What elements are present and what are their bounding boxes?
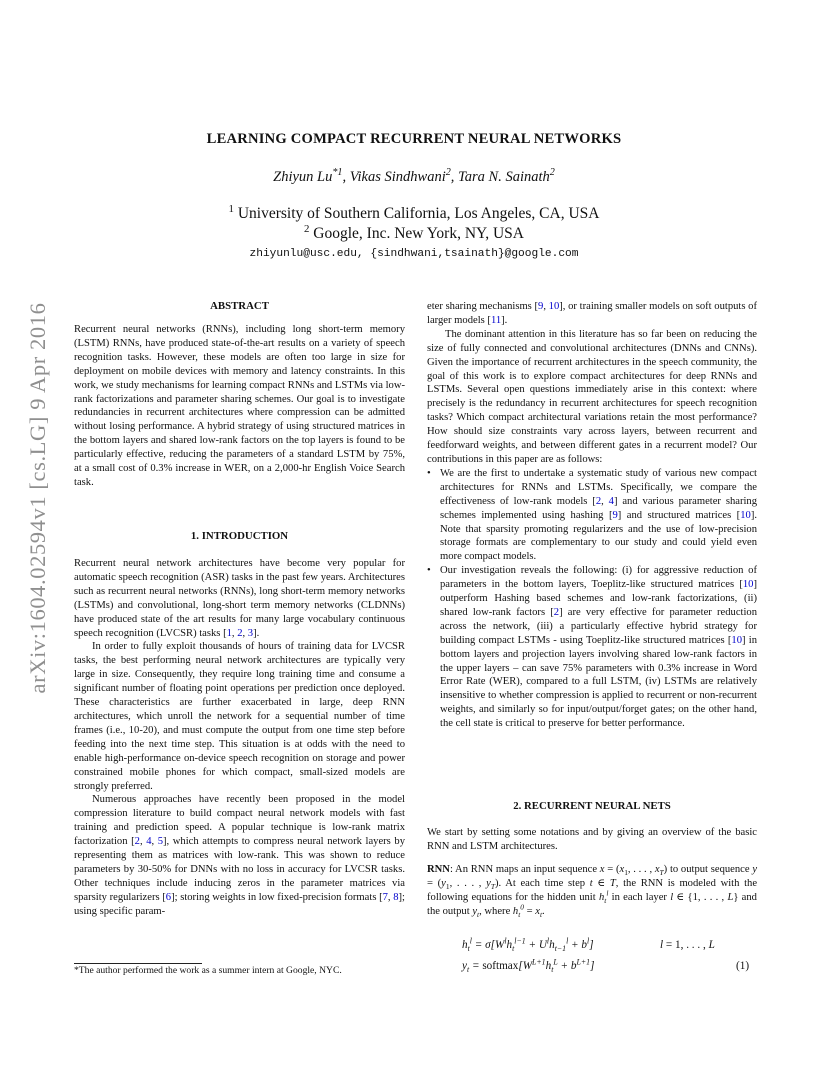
section2-heading: 2. RECURRENT NEURAL NETS [513, 800, 671, 812]
affiliation-1: $^1$ University of Southern California, Los Angeles, CA, USA [228, 202, 600, 222]
right-column-body [427, 300, 757, 731]
abstract-text: Recurrent neural networks (RNNs), including long short-term memory (LSTM) RNNs, have produced state-of-the-art results on a variety of speech recognition tasks. However, these models are often too large in size for deployment on mobile devices with memory and latency constraints. In this work, we study mechanisms for learning compact RNNs and LSTMs via low-rank factorizations and parameter sharing schemes. Our goal is to investigate redundancies in recurrent architectures where compression can be admitted without losing performance. A hybrid strategy of using structured matrices in the bottom layers and shared low-rank factors on the top layers is found to be particularly effective, reducing the parameters of a standard LSTM by 75%, at a small cost of 0.3% increase in WER, on a 2,000-hr English Voice Search task. [74, 324, 405, 488]
rnn-definition: RNN: An RNN maps an input sequence $x = (x_1$, . . . , $x_T$) to output sequence $y = (y_1$, . . . , $y_T$). At each time step t ∈ T, the RNN is modeled with the following equations for the hidden unit $h_t^l$ in each layer l ∈ {1, . . . , L} and the output $y_t$, where $h_t^0 = x_t$. [427, 863, 758, 919]
equation-layer-range: l = 1, . . . , L [660, 939, 715, 951]
footnote: *The author performed the work as a summer intern at Google, NYC. [74, 965, 342, 976]
intro-paragraph-3-continued: eter sharing mechanisms [9, 10], or training smaller models on soft outputs of larger models [11]. [427, 301, 758, 326]
section2-body [427, 826, 757, 918]
rnn-label: RNN [427, 863, 450, 875]
contributions-list [427, 467, 757, 731]
contribution-bullet-2: • Our investigation reveals the following: (i) for aggressive reduction of parameters in the bottom layers, Toeplitz-like structured matrices [10] outperform Hashing based schemes and low-rank factorizations, (ii) shared low-rank factors [2] are very effective for parameter reduction across the network, (iii) a particularly effective hybrid strategy for building compact LSTMs - using Toeplitz-like structured matrices [10] in bottom layers and projection layers involving shared low-rank factors in the upper layers – can save 75% parameters with 0.3% increase in Word Error Rate (WER), compared to a full LSTM, (iv) LSTMs are relatively insensitive to whether compression is applied to recurrent or non-recurrent weights, and similarly so for input/output/forget gates; on the other hand, the cell state is critical to preserve for better performance. [427, 564, 757, 731]
equation-output: $y_t$ = $softmax[W^{L+1}h_t^L + b^{L+1}]$ [462, 957, 595, 975]
footnote-rule [74, 963, 202, 964]
intro-paragraph-2: In order to fully exploit thousands of hours of training data for LVCSR tasks, the best performing neural network architectures are typically very large in size. Consequently, they require long training time and consume a significant number of floating point operations per prediction once deployed. These characteristics are further exacerbated in large, deep RNN architectures, which unroll the network for a sequential number of time frames (i.e., 10-20), and must compute the output from one time step before feeding into the next time step. This situation is at odds with the need to enable high-performance on-device speech recognition on storage and power constrained mobile phones for which compact, small-sized models are strongly preferred. [74, 641, 405, 792]
abstract-body [74, 323, 405, 490]
intro-body [74, 557, 405, 919]
author-emails: zhiyunlu@usc.edu, {sindhwani,tsainath}@google.com [249, 248, 579, 260]
intro-heading-wrap [74, 530, 405, 544]
section2-intro: We start by setting some notations and by giving an overview of the basic RNN and LSTM architectures. [427, 827, 757, 852]
arxiv-identifier: arXiv:1604.02594v1 [cs.LG] 9 Apr 2016 [25, 302, 50, 694]
author-list: Zhiyun Lu$^{*1}$, Vikas Sindhwani$^2$, Tara N. Sainath$^2$ [273, 167, 555, 185]
intro-paragraph-4: The dominant attention in this literature has so far been on reducing the size of fully connected and convolutional architectures (DNNs and CNNs). Given the importance of recurrent architectures in the speech community, the goal of this work is to explore compact architectures for deep RNNs and LSTMs. Several open questions immediately arise in this context: where precisely is the redundancy in recurrent architectures for speech recognition tasks? Which compact architectural variations retain the most performance? How should size constraints vary across layers, between recurrent and feedforward weights, and between different gates in a recurrent model? Our contributions in this paper are as follows: [427, 328, 757, 465]
abstract-heading: ABSTRACT [210, 300, 269, 312]
arxiv-sidebar-stamp [16, 264, 60, 732]
intro-heading: 1. INTRODUCTION [190, 530, 289, 542]
abstract-heading-wrap [74, 300, 405, 314]
equation-number: (1) [736, 960, 750, 972]
equation-hidden-unit: $h_t^l = \sigma[W^lh_t^{l-1} + U^lh_{t-1}^l + b^l]$ [462, 936, 594, 954]
intro-paragraph-3: Numerous approaches have recently been proposed in the model compression literature to build compact neural network models with fast training and prediction speed. A popular technique is low-rank matrix factorization [2, 4, 5], which attempts to compress neural network layers by representing them as matrices with low-rank. This was shown to reduce parameters by 30-50% for DNNs with no loss in accuracy for LVCSR tasks. Other techniques include inducing zeros in the parameter matrices via sparsity regularizers [6]; storing weights in low fixed-precision formats [7, 8]; using specific param- [74, 794, 405, 917]
intro-paragraph-1: Recurrent neural network architectures have become very popular for automatic speech recognition (ASR) tasks in the past few years. Architectures such as recurrent neural networks (RNNs), long short-term memory networks (LSTMs) and convolutional, long-short term memory networks (CLDNNs) have produced state of the art results for many large vocabulary continuous speech recognition (LVCSR) tasks [1, 2, 3]. [74, 558, 405, 639]
section2-heading-wrap [427, 800, 757, 814]
contribution-bullet-1: • We are the first to undertake a systematic study of various new compact architectures for RNNs and LSTMs. Specifically, we compare the effectiveness of low-rank models [2, 4] and various parameter sharing schemes implemented using hashing [9] and structured matrices [10]. Note that sparsity promoting regularizers and the use of low-precision storage formats are complementary to our study and could yield even more compact models. [427, 467, 757, 564]
affiliation-2: $^2$ Google, Inc. New York, NY, USA [304, 222, 524, 242]
paper-title: LEARNING COMPACT RECURRENT NEURAL NETWORKS [206, 131, 622, 147]
